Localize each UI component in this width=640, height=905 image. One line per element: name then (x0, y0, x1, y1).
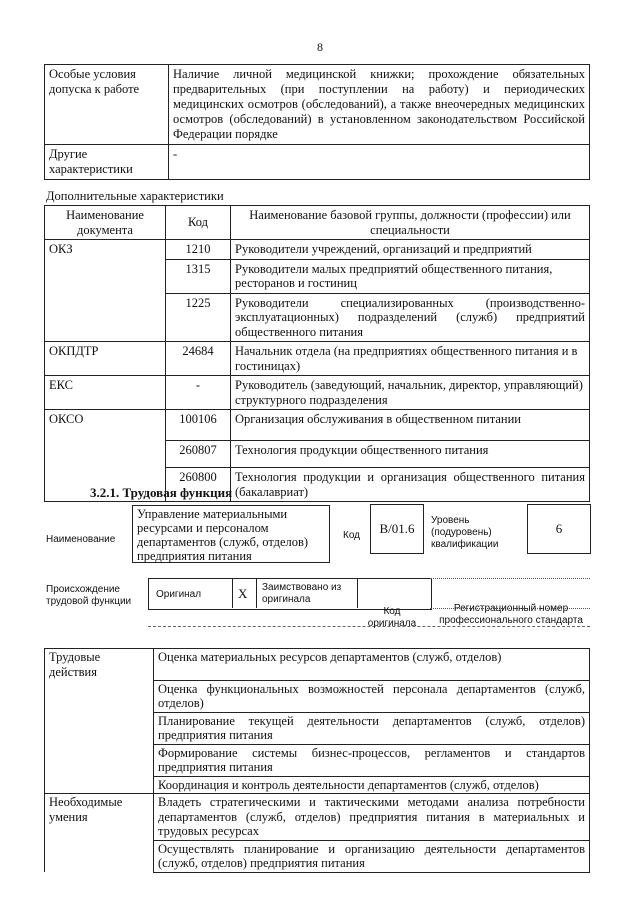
table-row (45, 680, 590, 712)
okz-code-1: 1210 (166, 240, 231, 260)
okso-code-2: 260807 (166, 441, 231, 468)
okso-doc: ОКСО (45, 410, 166, 441)
skills-label: Необходимые умения (45, 794, 154, 841)
additional-heading: Дополнительные характеристики (46, 189, 224, 203)
action-item-3: Планирование текущей деятельности департаментов (служб, отделов) предприятия питания (154, 712, 590, 744)
table-row (45, 744, 590, 776)
admission-row (45, 65, 590, 145)
table-row (45, 649, 590, 681)
table-row (45, 240, 590, 260)
okz-code-3: 1225 (166, 293, 231, 342)
admission-text: Наличие личной медицинской книжки; прохождение обязательных предварительных (при поступлении на работу) и периодических медицинских осмотров (обследований), а также внеочередных медицинских осмотров (обследований) в установленном законодательством Российской Федерации порядке (169, 65, 590, 145)
other-label: Другие характеристики (45, 145, 169, 180)
eks-doc: ЕКС (45, 376, 166, 410)
original-label: Оригинал (156, 589, 202, 600)
table-row (45, 376, 590, 410)
other-text: - (169, 145, 590, 180)
function-details-table (44, 648, 590, 873)
okz-name-1: Руководители учреждений, организаций и предприятий (231, 240, 590, 260)
okso-name-2: Технология продукции общественного питания (231, 441, 590, 468)
okso-code-3: 260800 (166, 468, 231, 502)
origin-label: Происхождение трудовой функции (46, 584, 132, 607)
table-row (45, 441, 590, 468)
name-label: Наименование (46, 534, 116, 545)
okz-doc: ОКЗ (45, 240, 166, 260)
okpdtr-code: 24684 (166, 342, 231, 376)
table-row (45, 776, 590, 794)
table-row (45, 712, 590, 744)
admission-label: Особые условия допуска к работе (45, 65, 169, 145)
function-name: Управление материальными ресурсами и персоналом департаментов (служб, отделов) предприятия питания (132, 505, 330, 563)
okso-name-3: Технология продукции и организация общественного питания (бакалавриат) (231, 468, 590, 502)
page-number: 8 (317, 40, 323, 54)
section-title: 3.2.1. Трудовая функция (90, 485, 233, 500)
eks-code: - (166, 376, 231, 410)
reg-number-label: Регистрационный номер профессионального стандарта (439, 603, 583, 626)
conditions-table (44, 64, 590, 180)
skill-item-1: Владеть стратегическими и тактическими методами анализа потребности департаментов (служб, отделов) предприятия питания в материальных и трудовых ресурсах (154, 794, 590, 841)
action-item-2: Оценка функциональных возможностей персонала департаментов (служб, отделов) (154, 680, 590, 712)
original-mark: X (238, 586, 248, 601)
okz-name-3: Руководители специализированных (производственно-эксплуатационных) подразделений (служб) предприятий общественного питания (231, 293, 590, 342)
header-name: Наименование базовой группы, должности (профессии) или специальности (231, 206, 590, 240)
okpdtr-doc: ОКПДТР (45, 342, 166, 376)
okso-code-1: 100106 (166, 410, 231, 441)
action-item-5: Координация и контроль деятельности департаментов (служб, отделов) (154, 776, 590, 794)
code-label: Код (343, 530, 361, 541)
additional-header-row (45, 206, 590, 240)
borrowed-label: Заимствовано из оригинала (262, 582, 342, 605)
additional-table (44, 205, 590, 502)
action-item-1: Оценка материальных ресурсов департаментов (служб, отделов) (154, 649, 590, 681)
eks-name: Руководитель (заведующий, начальник, директор, управляющий) структурного подразделения (231, 376, 590, 410)
table-row (45, 840, 590, 872)
okz-name-2: Руководители малых предприятий общественного питания, ресторанов и гостиниц (231, 259, 590, 293)
level-value: 6 (527, 504, 591, 554)
code-value: B/01.6 (370, 504, 424, 554)
table-row (45, 794, 590, 841)
okso-name-1: Организация обслуживания в общественном питании (231, 410, 590, 441)
actions-label: Трудовые действия (45, 649, 154, 681)
orig-code-label: Код оригинала (367, 606, 417, 629)
table-row (45, 259, 590, 293)
header-doc: Наименование документа (45, 206, 166, 240)
skill-item-2: Осуществлять планирование и организацию деятельности департаментов (служб, отделов) предприятия питания (154, 840, 590, 872)
header-code: Код (166, 206, 231, 240)
table-row (45, 293, 590, 342)
level-label: Уровень (подуровень) квалификации (431, 515, 499, 550)
okpdtr-name: Начальник отдела (на предприятиях общественного питания и в гостиницах) (231, 342, 590, 376)
table-row (45, 410, 590, 441)
table-row (45, 342, 590, 376)
action-item-4: Формирование системы бизнес-процессов, регламентов и стандартов предприятия питания (154, 744, 590, 776)
okz-code-2: 1315 (166, 259, 231, 293)
other-row (45, 145, 590, 180)
